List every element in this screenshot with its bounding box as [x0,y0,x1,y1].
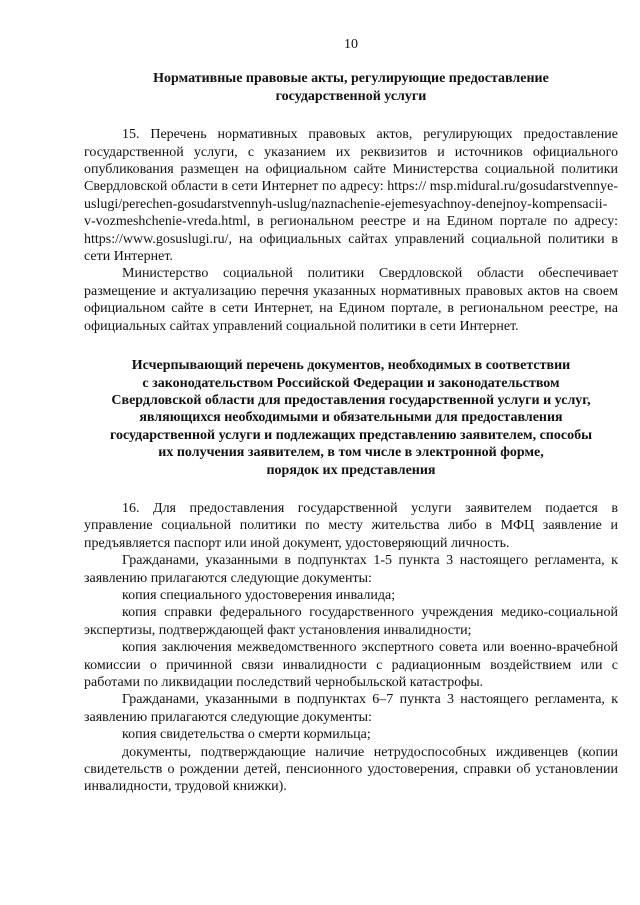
document-page [84,36,618,796]
section-heading-documents [84,357,618,479]
paragraph: Гражданами, указанными в подпунктах 6–7 пункта 3 настоящего регламента, к заявлению прилагаются следующие документы: [84,692,618,725]
paragraph-16: 16. Для предоставления государственной услуги заявителем подается в управление социальной политики по месту жительства либо в МФЦ заявление и предъявляется паспорт или иной документ, удостоверяющий личность. [84,500,618,551]
section-heading-legal-acts [84,70,618,105]
heading-line: являющихся необходимыми и обязательными для предоставления [139,410,563,426]
list-item: копия заключения межведомственного экспертного совета или военно-врачебной комиссии о причинной связи инвалидности с радиационным воздействием или с работами по ликвидации последствий чернобыльской катастрофы. [84,640,618,690]
paragraph: Министерство социальной политики Свердловской области обеспечивает размещение и актуализацию перечня указанных нормативных правовых актов на своем официальном сайте в сети Интернет, на Едином портале, в региональном реестре, на официальных сайтах управлений социальной политики в сети Интернет. [84,266,618,334]
paragraph: Гражданами, указанными в подпунктах 1-5 пункта 3 настоящего регламента, к заявлению прилагаются следующие документы: [84,553,618,586]
heading-line: их получения заявителем, в том числе в электронной форме, [158,445,544,461]
list-item: документы, подтверждающие наличие нетрудоспособных иждивенцев (копии свидетельств о рождении детей, пенсионного удостоверения, справки об установлении инвалидности, трудовой книжки). [84,744,618,795]
heading-line: Нормативные правовые акты, регулирующие предоставление [153,71,549,87]
list-item: копия специального удостоверения инвалида; [122,587,396,603]
heading-line: государственной услуги и подлежащих представлению заявителем, способы [109,427,592,443]
heading-line: Исчерпывающий перечень документов, необходимых в соответствии [131,358,571,374]
list-item: копия свидетельства о смерти кормильца; [122,727,371,743]
heading-line: Свердловской области для предоставления государственной услуги и услуг, [111,392,591,408]
paragraph-15: 15. Перечень нормативных правовых актов, регулирующих предоставление государственной услуги, с указанием их реквизитов и источников официального опубликования размещен на официальном сайте Министерства социальной политики Свердловской области в сети Интернет по адресу: https:// msp.midural.ru/gosudarstvennye-uslugi/perechen-gosudarstvennyh-uslug/naznachenie-ejemesyachnoy-denejnoy-kompensacii-v-vozmeshchenie-vreda.html, в региональном реестре и на Едином портале по адресу: https://www.gosuslugi.ru/, на официальных сайтах управлений социальной политики в сети Интернет. [84,127,618,265]
heading-line: государственной услуги [275,88,427,104]
list-item: копия справки федерального государственного учреждения медико-социальной экспертизы, подтверждающей факт установления инвалидности; [84,605,618,638]
heading-line: с законодательством Российской Федерации и законодательством [142,375,560,391]
heading-line: порядок их представления [266,462,436,478]
page-number: 10 [344,37,358,52]
